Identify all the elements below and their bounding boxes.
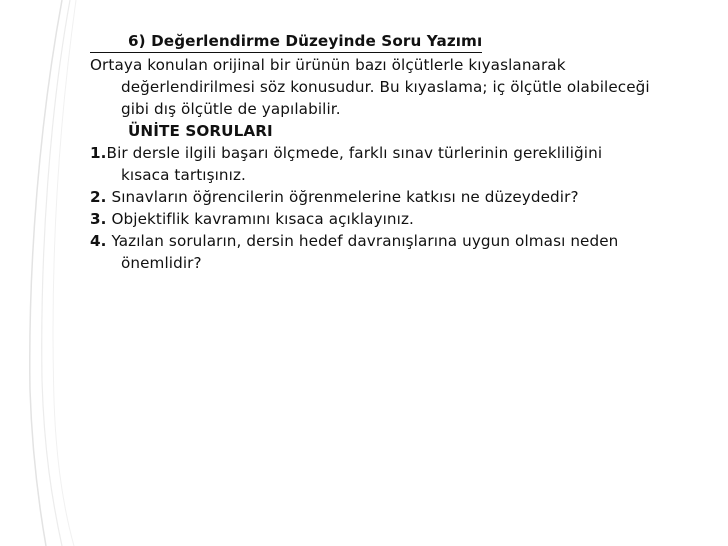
question-3: [90, 208, 705, 230]
question-1: [90, 142, 705, 164]
question-text: Bir dersle ilgili başarı ölçmede, farklı sınav türlerinin gerekliliğini: [106, 144, 603, 162]
slide-content: [90, 30, 705, 274]
question-1-continued: kısaca tartışınız.: [121, 166, 246, 184]
curve-inner: [53, 0, 76, 546]
question-number: 2.: [90, 188, 107, 206]
section-heading: ÜNİTE SORULARI: [128, 122, 273, 140]
question-number: 3.: [90, 210, 107, 228]
question-number: 1.: [90, 144, 107, 162]
paragraph-line-1: Ortaya konulan orijinal bir ürünün bazı ölçütlerle kıyaslanarak: [90, 56, 566, 74]
question-text: Yazılan soruların, dersin hedef davranışlarına uygun olması neden: [106, 232, 619, 250]
question-text: Objektiflik kavramını kısaca açıklayınız.: [106, 210, 414, 228]
paragraph-line-3: gibi dış ölçütle de yapılabilir.: [121, 100, 341, 118]
decorative-curves: [0, 0, 80, 546]
question-4-continued: önemlidir?: [121, 254, 202, 272]
question-number: 4.: [90, 232, 107, 250]
question-2: [90, 186, 705, 208]
curve-middle: [42, 0, 70, 546]
slide-title: 6) Değerlendirme Düzeyinde Soru Yazımı: [90, 31, 482, 53]
curve-outer: [30, 0, 62, 546]
question-4: [90, 230, 705, 252]
question-text: Sınavların öğrencilerin öğrenmelerine katkısı ne düzeydedir?: [106, 188, 579, 206]
paragraph-line-2: değerlendirilmesi söz konusudur. Bu kıyaslama; iç ölçütle olabileceği: [121, 78, 650, 96]
